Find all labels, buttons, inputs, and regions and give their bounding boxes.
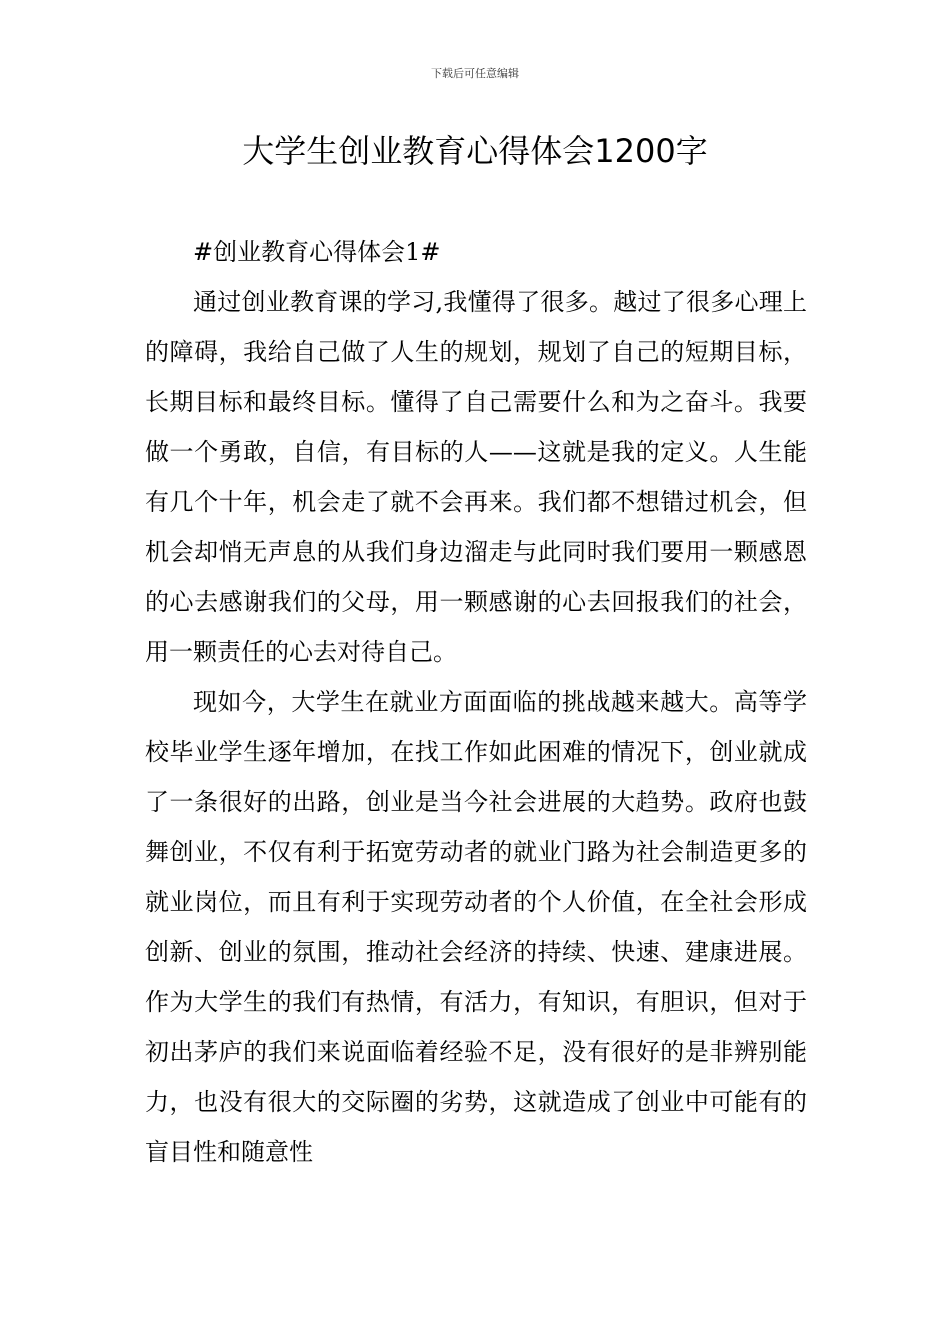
document-body: [145, 227, 807, 1177]
section-heading: #创业教育心得体会1#: [193, 238, 441, 266]
paragraph-2: 现如今，大学生在就业方面面临的挑战越来越大。高等学校毕业学生逐年增加，在找工作如此困难的情况下，创业就成了一条很好的出路，创业是当今社会进展的大趋势。政府也鼓舞创业，不仅有利于拓宽劳动者的就业门路为社会制造更多的就业岗位，而且有利于实现劳动者的个人价值，在全社会形成创新、创业的氛围，推动社会经济的持续、快速、建康进展。作为大学生的我们有热情，有活力，有知识，有胆识，但对于初出茅庐的我们来说面临着经验不足，没有很好的是非辨别能力，也没有很大的交际圈的劣势，这就造成了创业中可能有的盲目性和随意性: [145, 688, 807, 1166]
header-note: 下载后可任意编辑: [431, 67, 519, 80]
document-title: 大学生创业教育心得体会1200字: [242, 132, 708, 170]
paragraph-1: 通过创业教育课的学习,我懂得了很多。越过了很多心理上的障碍，我给自己做了人生的规划，规划了自己的短期目标，长期目标和最终目标。懂得了自己需要什么和为之奋斗。我要做一个勇敢，自信，有目标的人——这就是我的定义。人生能有几个十年，机会走了就不会再来。我们都不想错过机会，但机会却悄无声息的从我们身边溜走与此同时我们要用一颗感恩的心去感谢我们的父母，用一颗感谢的心去回报我们的社会，用一颗责任的心去对待自己。: [145, 288, 807, 666]
